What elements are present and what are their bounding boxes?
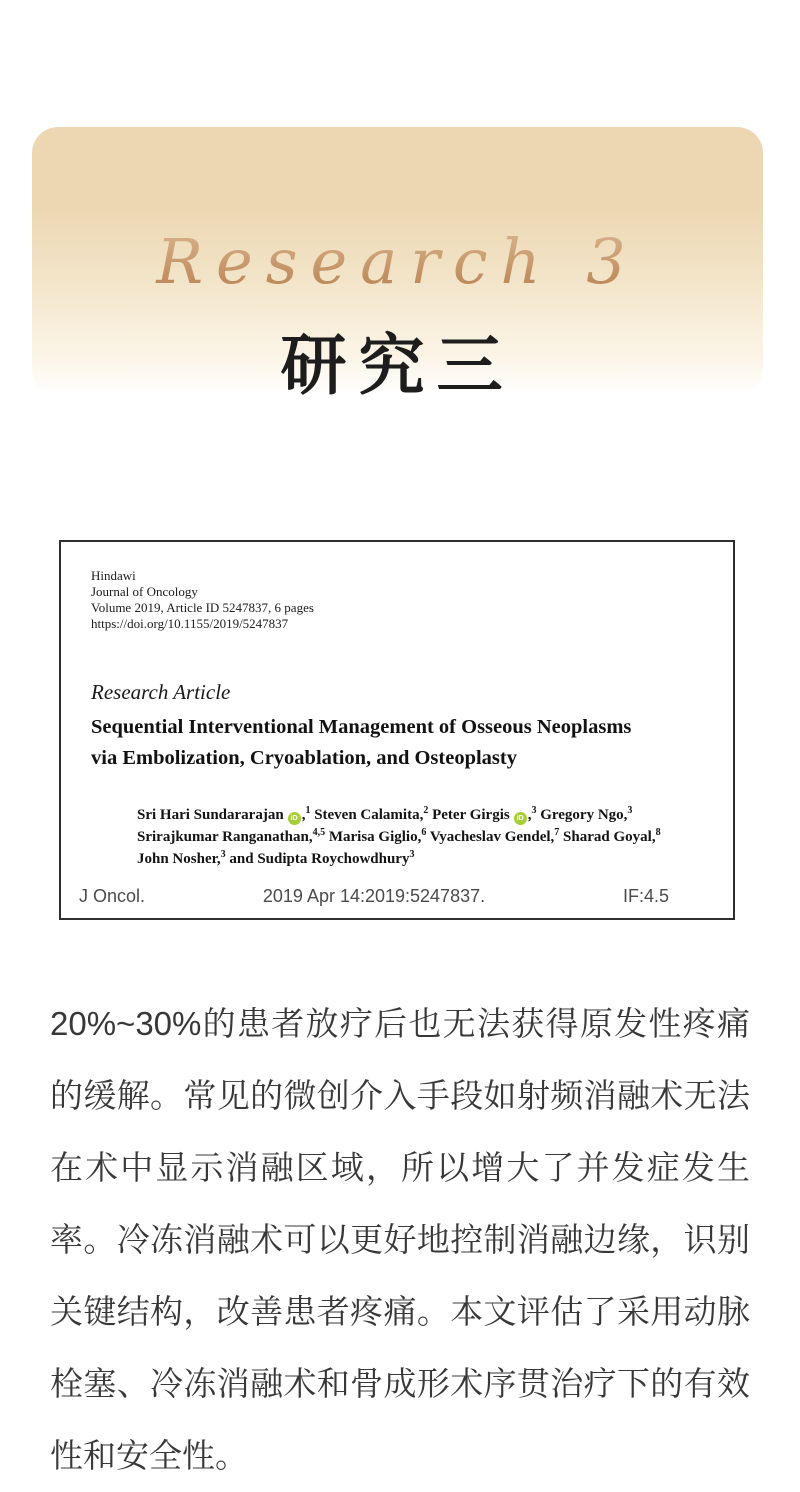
author-name: Srirajkumar Ranganathan,$^{4,5}$ [137, 827, 326, 845]
author-name: Vyacheslav Gendel,$^7$ [429, 827, 560, 845]
journal-name: Journal of Oncology [91, 584, 198, 599]
publication-info [91, 568, 314, 632]
orcid-icon: iD [288, 812, 301, 825]
affiliation-superscript: 7 [554, 827, 560, 838]
summary-line: 性和安全性。 [50, 1437, 248, 1474]
header-title-chinese: 研究三 [280, 326, 515, 404]
author-name: Peter Girgis iD ,$^3$ [432, 805, 537, 823]
affiliation-superscript: 6 [421, 827, 427, 838]
author-name: Steven Calamita,$^2$ [314, 805, 429, 823]
author-name: Gregory Ngo,$^3$ [540, 805, 633, 823]
volume-info: Volume 2019, Article ID 5247837, 6 pages [91, 600, 314, 615]
impact-factor: IF:4.5 [622, 886, 669, 906]
summary-line: 关键结构，改善患者疼痛。本文评估了采用动脉 [50, 1293, 750, 1330]
article-title-line2: via Embolization, Cryoablation, and Osteoplasty [91, 747, 517, 769]
summary-line: 在术中显示消融区域，所以增大了并发症发生 [50, 1149, 750, 1186]
affiliation-superscript: 8 [655, 827, 661, 838]
doi-link: https://doi.org/10.1155/2019/5247837 [91, 616, 289, 631]
summary-paragraph [50, 988, 750, 1492]
orcid-icon: iD [514, 812, 527, 825]
header-banner [32, 127, 763, 404]
affiliation-superscript: 3 [220, 849, 226, 860]
affiliation-superscript: 3 [627, 805, 633, 816]
summary-line: 的缓解。常见的微创介入手段如射频消融术无法 [50, 1077, 750, 1114]
header-title-english: Research 3 [32, 225, 763, 298]
journal-abbreviation: J Oncol. [79, 886, 146, 906]
summary-line: 20%~30%的患者放疗后也无法获得原发性疼痛 [50, 1005, 750, 1042]
citation-date: 2019 Apr 14:2019:5247837. [262, 886, 486, 906]
affiliation-superscript: 2 [423, 805, 429, 816]
affiliation-superscript: 3 [409, 849, 415, 860]
summary-line: 率。冷冻消融术可以更好地控制消融边缘，识别 [50, 1221, 750, 1258]
author-name: Sharad Goyal,$^8$ [563, 827, 661, 845]
affiliation-superscript: 4,5 [312, 827, 326, 838]
journal-article-card [59, 540, 735, 920]
author-line [137, 848, 717, 870]
author-list [137, 804, 717, 870]
author-line [137, 804, 717, 826]
author-name: Marisa Giglio,$^6$ [328, 827, 427, 845]
affiliation-superscript: 1 [305, 805, 311, 816]
author-name: Sri Hari Sundararajan iD ,$^1$ [137, 805, 311, 823]
article-title [91, 712, 711, 774]
summary-line: 栓塞、冷冻消融术和骨成形术序贯治疗下的有效 [50, 1365, 750, 1402]
author-line [137, 826, 717, 848]
article-type-label: Research Article [91, 680, 231, 704]
author-name: and Sudipta Roychowdhury$^3$ [229, 849, 415, 867]
author-name: John Nosher,$^3$ [137, 849, 226, 867]
citation-bar [61, 886, 733, 907]
publisher-name: Hindawi [91, 568, 136, 583]
affiliation-superscript: 3 [531, 805, 537, 816]
article-title-line1: Sequential Interventional Management of Osseous Neoplasms [91, 716, 632, 738]
